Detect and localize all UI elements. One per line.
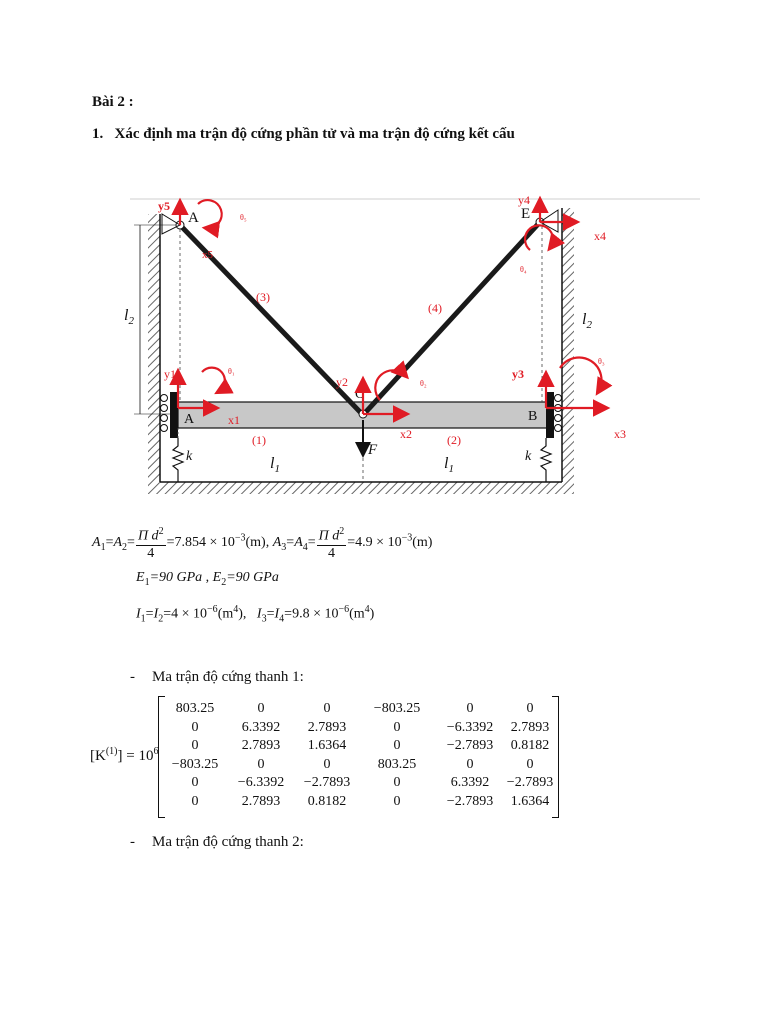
matrix-cell: 0 xyxy=(466,756,474,772)
matrix-cell: 0 xyxy=(526,756,534,772)
left-wall xyxy=(148,214,160,494)
bullet-dash-2: - xyxy=(130,834,135,850)
matrix-cell: 6.3392 xyxy=(241,719,281,735)
node-label-d: A xyxy=(188,210,199,226)
matrix-body xyxy=(164,700,556,811)
dof-label-th2: θ₂ xyxy=(420,379,427,388)
bullet-dash-1: - xyxy=(130,669,135,685)
load-label: F xyxy=(368,442,378,458)
dof-label-x3: x3 xyxy=(614,427,626,441)
matrix-cell: 1.6364 xyxy=(307,738,347,754)
support-a-plate xyxy=(170,392,178,438)
dof-label-y2: y2 xyxy=(336,375,348,389)
dof-label-x4: x4 xyxy=(594,229,606,243)
right-wall xyxy=(562,208,574,494)
equation-moduli: $E_1=90$ GPa , $E_2=90$ GPa xyxy=(136,570,279,588)
matrix-cell: 0 xyxy=(191,738,199,754)
matrix-row xyxy=(164,756,556,775)
matrix-cell: 0 xyxy=(393,719,401,735)
matrix-row xyxy=(164,719,556,738)
spring-a xyxy=(173,438,183,482)
matrix-cell: 0 xyxy=(393,793,401,809)
matrix-cell: 2.7893 xyxy=(510,719,550,735)
matrix-cell: 0 xyxy=(257,701,265,717)
matrix-cell: 0 xyxy=(257,756,265,772)
dof-label-y3: y3 xyxy=(512,367,524,381)
matrix-cell: 2.7893 xyxy=(241,793,281,809)
matrix-cell: 0 xyxy=(526,701,534,717)
exercise-title: Bài 2 : xyxy=(92,94,134,110)
dof-label-y1: y1 xyxy=(164,367,176,381)
matrix-cell: 803.25 xyxy=(175,701,215,717)
matrix-cell: −803.25 xyxy=(171,756,219,772)
bullet-text-2: Ma trận độ cứng thanh 2: xyxy=(152,834,304,850)
matrix-cell: 0 xyxy=(191,775,199,791)
matrix-cell: 2.7893 xyxy=(241,738,281,754)
element-label-1: (1) xyxy=(252,433,266,447)
dof-label-th4: θ₄ xyxy=(520,265,527,274)
element-label-3: (3) xyxy=(256,290,270,304)
matrix-cell: −2.7893 xyxy=(506,775,554,791)
equation-areas: $A_1=A_2=$ $\frac{\Pi d^2}{4}$ $=7.854 \times 10^{-3}(m)$, $A_3=A_4=$ $\frac{\Pi d^2}{4}$ $=4.9 \times 10^{-3}(m)$ xyxy=(92,526,433,561)
matrix-cell: 0 xyxy=(191,719,199,735)
matrix-row xyxy=(164,700,556,719)
matrix-cell: 0 xyxy=(191,793,199,809)
matrix-cell: −2.7893 xyxy=(303,775,351,791)
matrix-row xyxy=(164,737,556,756)
matrix-cell: −2.7893 xyxy=(446,738,494,754)
bullet-text-1: Ma trận độ cứng thanh 1: xyxy=(152,669,304,685)
floor xyxy=(148,482,574,494)
node-label-e: E xyxy=(521,206,531,222)
matrix-row xyxy=(164,774,556,793)
dof-label-th5: θ₅ xyxy=(240,213,247,222)
matrix-cell: 0 xyxy=(323,701,331,717)
matrix-label: $[K^{(1)}] = 10^6$ xyxy=(90,746,159,764)
dim-l2-left: $l_2$ xyxy=(124,307,134,327)
matrix-cell: 0 xyxy=(393,738,401,754)
structure-diagram xyxy=(110,192,710,498)
node-label-b: B xyxy=(528,409,538,424)
equation-inertia: $I_1=I_2=4 \times 10^{-6}(m^4)$, $I_3=I_4=9.8 \times 10^{-6}(m^4)$ xyxy=(136,604,375,625)
node-label-a: A xyxy=(184,412,195,427)
matrix-cell: 0.8182 xyxy=(307,793,347,809)
rollers-b xyxy=(555,395,562,432)
dim-l1-left: $l_1$ xyxy=(270,455,280,475)
dof-label-x2: x2 xyxy=(400,427,412,441)
spring-label-a: k xyxy=(186,449,193,464)
spring-label-b: k xyxy=(525,449,532,464)
task-number: 1. xyxy=(92,126,104,142)
matrix-cell: −803.25 xyxy=(373,701,421,717)
dof-label-y4: y4 xyxy=(518,193,530,207)
matrix-cell: 2.7893 xyxy=(307,719,347,735)
dof-label-th3: θ₃ xyxy=(598,357,605,366)
dof-label-x1: x1 xyxy=(228,413,240,427)
matrix-cell: −6.3392 xyxy=(446,719,494,735)
matrix-cell: −6.3392 xyxy=(237,775,285,791)
matrix-cell: −2.7893 xyxy=(446,793,494,809)
node-label-c: C xyxy=(355,387,365,402)
matrix-cell: 0 xyxy=(323,756,331,772)
dof-label-y5: y5 xyxy=(158,199,170,213)
spring-b xyxy=(541,438,551,482)
matrix-cell: 0 xyxy=(466,701,474,717)
stiffness-matrix-k1 xyxy=(90,696,570,818)
element-label-2: (2) xyxy=(447,433,461,447)
matrix-cell: 1.6364 xyxy=(510,793,550,809)
matrix-cell: 803.25 xyxy=(377,756,417,772)
matrix-cell: 0 xyxy=(393,775,401,791)
task-text: Xác định ma trận độ cứng phần tử và ma trận độ cứng kết cấu xyxy=(114,126,515,142)
member-4 xyxy=(364,222,540,414)
rollers-a xyxy=(161,395,168,432)
element-label-4: (4) xyxy=(428,301,442,315)
matrix-cell: 0.8182 xyxy=(510,738,550,754)
support-b-plate xyxy=(546,392,554,438)
dof-label-x5: x5 xyxy=(202,249,213,261)
matrix-cell: 6.3392 xyxy=(450,775,490,791)
dim-l2-right: $l_2$ xyxy=(582,311,592,331)
dof-label-th1: θ₁ xyxy=(228,367,235,376)
task-heading xyxy=(92,126,515,143)
dim-l1-right: $l_1$ xyxy=(444,455,454,475)
matrix-row xyxy=(164,793,556,812)
